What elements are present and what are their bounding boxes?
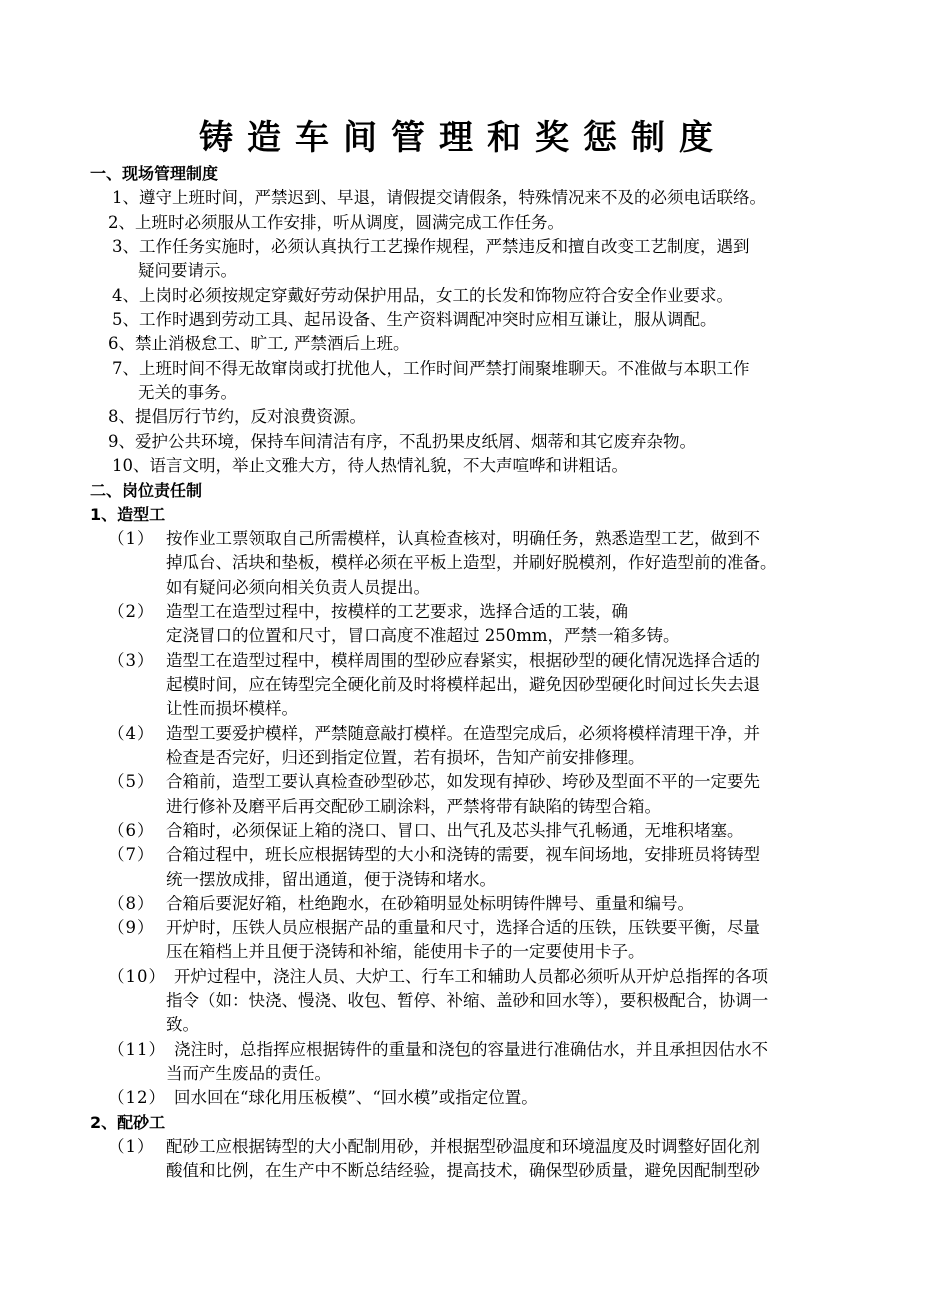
item-number: （8） [108,894,155,913]
item-text: 开炉时，压铁人员应根据产品的重量和尺寸，选择合适的压铁，压铁要平衡，尽量 [166,918,760,937]
item-number: （11） [108,1040,166,1059]
item-continuation: 如有疑问必须向相关负责人员提出。 [166,578,430,597]
item-number: （4） [108,724,155,743]
item-text: 合箱后要泥好箱，杜绝跑水，在砂箱明显处标明铸件牌号、重量和编号。 [166,894,694,913]
item-text: 合箱前，造型工要认真检查砂型砂芯，如发现有掉砂、垮砂及型面不平的一定要先 [166,772,760,791]
item-number: （3） [108,651,155,670]
duty-item [108,770,760,794]
item-text: 回水回在“球化用压板模”、“回水模”或指定位置。 [174,1088,538,1107]
item-text: 上班时必须服从工作安排，听从调度，圆满完成工作任务。 [135,213,564,232]
item-text: 合箱过程中，班长应根据铸型的大小和浇铸的需要，视车间场地，安排班员将铸型 [166,845,760,864]
item-continuation: 当而产生废品的责任。 [166,1064,331,1083]
rule-item [112,308,717,332]
duty-item [108,965,768,989]
rule-item [108,332,410,356]
item-number: 10、 [112,456,150,475]
item-text: 遵守上班时间，严禁迟到、早退，请假提交请假条，特殊情况来不及的必须电话联络。 [139,188,766,207]
duty-item [108,1086,538,1110]
item-text: 上岗时必须按规定穿戴好劳动保护用品，女工的长发和饰物应符合安全作业要求。 [139,286,733,305]
duty-item [108,843,760,867]
item-number: 3、 [112,237,139,256]
duty-item [108,527,760,551]
item-continuation: 无关的事务。 [138,383,237,402]
section-heading-job-responsibility: 二、岗位责任制 [90,481,203,500]
item-continuation: 定浇冒口的位置和尺寸，冒口高度不准超过 250mm，严禁一箱多铸。 [166,626,680,645]
duty-item [108,600,628,624]
item-number: 6、 [108,334,135,353]
item-continuation: 起模时间，应在铸型完全硬化前及时将模样起出，避免因砂型硬化时间过长失去退 [166,675,760,694]
item-continuation: 致。 [166,1015,199,1034]
item-text: 按作业工票领取自己所需模样，认真检查核对，明确任务，熟悉造型工艺，做到不 [166,529,760,548]
item-number: （1） [108,529,155,548]
rule-item [108,430,696,454]
item-number: （2） [108,602,155,621]
item-number: （12） [108,1088,166,1107]
item-continuation: 进行修补及磨平后再交配砂工刷涂料，严禁将带有缺陷的铸型合箱。 [166,797,661,816]
item-number: 2、 [108,213,135,232]
item-text: 爱护公共环境，保持车间清洁有序，不乱扔果皮纸屑、烟蒂和其它废弃杂物。 [135,432,696,451]
item-text: 提倡厉行节约，反对浪费资源。 [135,407,366,426]
duty-item [108,1135,760,1159]
item-text: 造型工在造型过程中，按模样的工艺要求，选择合适的工装，确 [166,602,628,621]
item-text: 配砂工应根据铸型的大小配制用砂，并根据型砂温度和环境温度及时调整好固化剂 [166,1137,760,1156]
rule-item [108,405,366,429]
rule-item [112,284,733,308]
item-continuation: 掉瓜台、活块和垫板，模样必须在平板上造型，并刷好脱模剂，作好造型前的准备。 [166,553,777,572]
subsection-heading-sand-mixer: 2、配砂工 [90,1113,166,1132]
item-number: 4、 [112,286,139,305]
rule-item [112,186,766,210]
subsection-heading-molder: 1、造型工 [90,505,166,524]
rule-item [108,211,564,235]
duty-item [108,649,760,673]
item-number: （10） [108,967,166,986]
item-text: 工作时遇到劳动工具、起吊设备、生产资料调配冲突时应相互谦让，服从调配。 [139,310,717,329]
item-continuation: 检查是否完好，归还到指定位置，若有损坏，告知产前安排修理。 [166,748,645,767]
duty-item [108,819,744,843]
duty-item [108,916,760,940]
item-text: 禁止消极怠工、旷工, 严禁酒后上班。 [135,334,410,353]
item-continuation: 压在箱档上并且便于浇铸和补缩，能使用卡子的一定要使用卡子。 [166,942,645,961]
item-text: 合箱时，必须保证上箱的浇口、冒口、出气孔及芯头排气孔畅通，无堆积堵塞。 [166,821,744,840]
duty-item [108,892,694,916]
item-text: 浇注时，总指挥应根据铸件的重量和浇包的容量进行准确估水，并且承担因估水不 [174,1040,768,1059]
item-number: （9） [108,918,155,937]
item-continuation: 统一摆放成排，留出通道，便于浇铸和堵水。 [166,870,496,889]
item-number: 1、 [112,188,139,207]
item-text: 造型工在造型过程中，模样周围的型砂应舂紧实，根据砂型的硬化情况选择合适的 [166,651,760,670]
item-continuation: 疑问要请示。 [138,261,237,280]
item-continuation: 让性而损坏模样。 [166,699,298,718]
item-number: 8、 [108,407,135,426]
item-text: 开炉过程中，浇注人员、大炉工、行车工和辅助人员都必须听从开炉总指挥的各项 [174,967,768,986]
item-number: 7、 [112,359,139,378]
item-text: 上班时间不得无故窜岗或打扰他人，工作时间严禁打闹聚堆聊天。不准做与本职工作 [139,359,750,378]
item-number: 9、 [108,432,135,451]
item-number: 5、 [112,310,139,329]
item-text: 造型工要爱护模样，严禁随意敲打模样。在造型完成后，必须将模样清理干净，并 [166,724,760,743]
item-number: （7） [108,845,155,864]
rule-item [112,357,750,381]
duty-item [108,1038,768,1062]
rule-item [112,235,750,259]
item-text: 语言文明，举止文雅大方，待人热情礼貌，不大声喧哗和讲粗话。 [149,456,628,475]
item-continuation: 酸值和比例，在生产中不断总结经验，提高技术，确保型砂质量，避免因配制型砂 [166,1161,760,1180]
item-continuation: 指令（如：快浇、慢浇、收包、暂停、补缩、盖砂和回水等），要积极配合，协调一 [166,991,769,1010]
section-heading-site-management: 一、现场管理制度 [90,164,219,183]
document-title: 铸造车间管理和奖惩制度 [199,118,727,158]
item-number: （5） [108,772,155,791]
item-number: （1） [108,1137,155,1156]
item-text: 工作任务实施时，必须认真执行工艺操作规程，严禁违反和擅自改变工艺制度，遇到 [139,237,750,256]
item-number: （6） [108,821,155,840]
rule-item [112,454,628,478]
duty-item [108,722,760,746]
